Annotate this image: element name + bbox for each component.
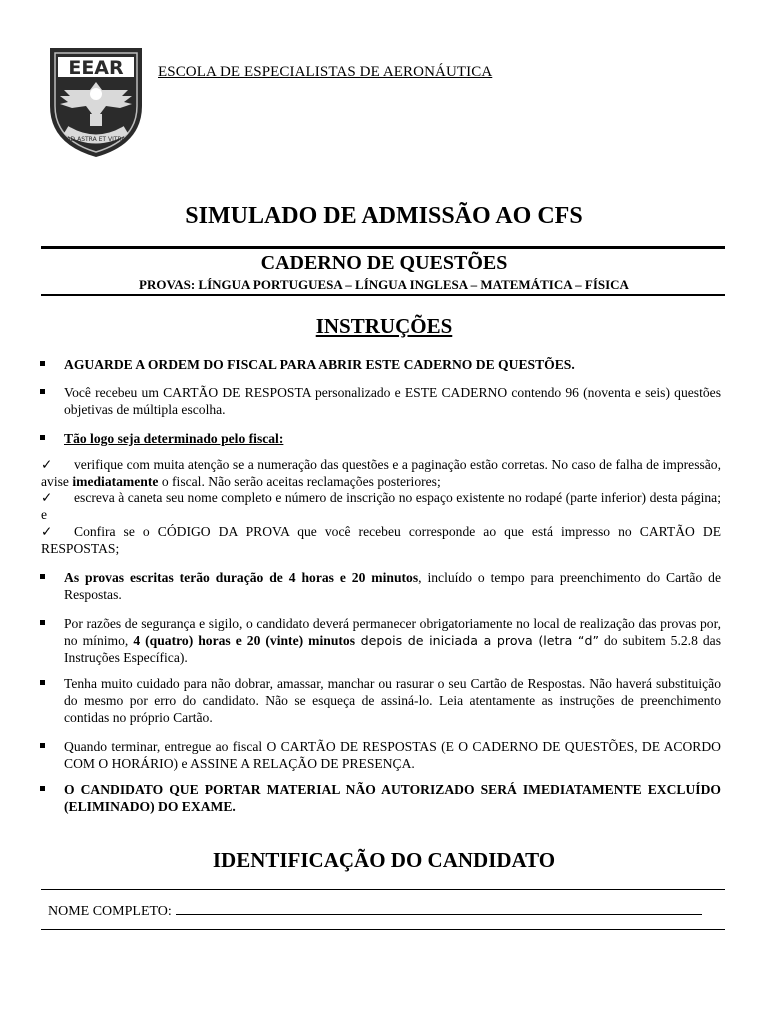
check-icon: ✓ xyxy=(41,457,53,472)
bullet-icon xyxy=(40,389,45,394)
instruction-item-1: AGUARDE A ORDEM DO FISCAL PARA ABRIR ESTE CADERNO DE QUESTÕES. xyxy=(64,357,575,372)
bullet-icon xyxy=(40,620,45,625)
instruction-item-4: As provas escritas terão duração de 4 horas e 20 minutos, incluído o tempo para preenchimento do Cartão de Respostas. xyxy=(64,570,722,602)
bullet-icon xyxy=(40,435,45,440)
identification-rule-bottom xyxy=(41,929,725,930)
bullet-icon xyxy=(40,574,45,579)
name-field[interactable] xyxy=(48,902,702,920)
main-title: SIMULADO DE ADMISSÃO AO CFS xyxy=(185,203,583,229)
checklist-item-1: ✓ verifique com muita atenção se a numeração das questões e a paginação estão corretas. No caso de falha de impressão, avise imediatamente o fiscal. Não serão aceitas reclamações posteriores; xyxy=(41,457,721,489)
checklist-item-3: ✓ Confira se o CÓDIGO DA PROVA que você recebeu corresponde ao que está impresso no CARTÃO DE RESPOSTAS; xyxy=(41,524,721,556)
identification-rule-top xyxy=(41,889,725,890)
instructions-title: INSTRUÇÕES xyxy=(315,314,453,338)
eagle-shield-crest-icon xyxy=(46,44,146,160)
instruction-item-6: Tenha muito cuidado para não dobrar, amassar, manchar ou rasurar o seu Cartão de Respostas. Não haverá substituição do mesmo por erro do candidato. Não se esqueça de assiná-lo. Leia atentamente as instruções de preenchimento contidas no próprio Cartão. xyxy=(64,676,721,725)
eear-logo xyxy=(46,44,146,160)
check-icon: ✓ xyxy=(41,490,53,505)
bullet-icon xyxy=(40,743,45,748)
name-input-line[interactable] xyxy=(176,902,702,915)
instruction-item-7: Quando terminar, entregue ao fiscal O CARTÃO DE RESPOSTAS (E O CADERNO DE QUESTÕES, DE ACORDO COM O HORÁRIO) e ASSINE A RELAÇÃO DE PRESENÇA. xyxy=(64,739,721,771)
bullet-icon xyxy=(40,680,45,685)
provas-line: PROVAS: LÍNGUA PORTUGUESA – LÍNGUA INGLESA – MATEMÁTICA – FÍSICA xyxy=(139,277,629,292)
svg-text:EEAR: EEAR xyxy=(68,57,124,79)
instruction-item-5: Por razões de segurança e sigilo, o candidato deverá permanecer obrigatoriamente no local de realização das provas por, no mínimo, 4 (quatro) horas e 20 (vinte) minutos depois de iniciada a prova (letra “d” do subitem 5.2.8 das Instruções Específica). xyxy=(64,616,722,665)
title-rule-bottom xyxy=(41,294,725,296)
bullet-icon xyxy=(40,786,45,791)
instruction-item-8: O CANDIDATO QUE PORTAR MATERIAL NÃO AUTORIZADO SERÁ IMEDIATAMENTE EXCLUÍDO (ELIMINADO) DO EXAME. xyxy=(64,782,721,814)
instruction-item-2: Você recebeu um CARTÃO DE RESPOSTA personalizado e ESTE CADERNO contendo 96 (noventa e seis) questões objetivas de múltipla escolha. xyxy=(64,385,721,417)
svg-text:AD ASTRA ET VITRA: AD ASTRA ET VITRA xyxy=(66,136,126,143)
identification-title: IDENTIFICAÇÃO DO CANDIDATO xyxy=(212,848,556,872)
title-rule-top xyxy=(41,246,725,249)
bullet-icon xyxy=(40,361,45,366)
name-label: NOME COMPLETO: xyxy=(48,904,172,919)
check-icon: ✓ xyxy=(41,524,53,539)
checklist-item-2: ✓ escreva à caneta seu nome completo e número de inscrição no espaço existente no rodapé (parte inferior) desta página; e xyxy=(41,490,721,522)
instruction-item-3: Tão logo seja determinado pelo fiscal: xyxy=(64,431,284,446)
school-name: ESCOLA DE ESPECIALISTAS DE AERONÁUTICA xyxy=(158,64,493,80)
sub-title: CADERNO DE QUESTÕES xyxy=(260,252,508,274)
